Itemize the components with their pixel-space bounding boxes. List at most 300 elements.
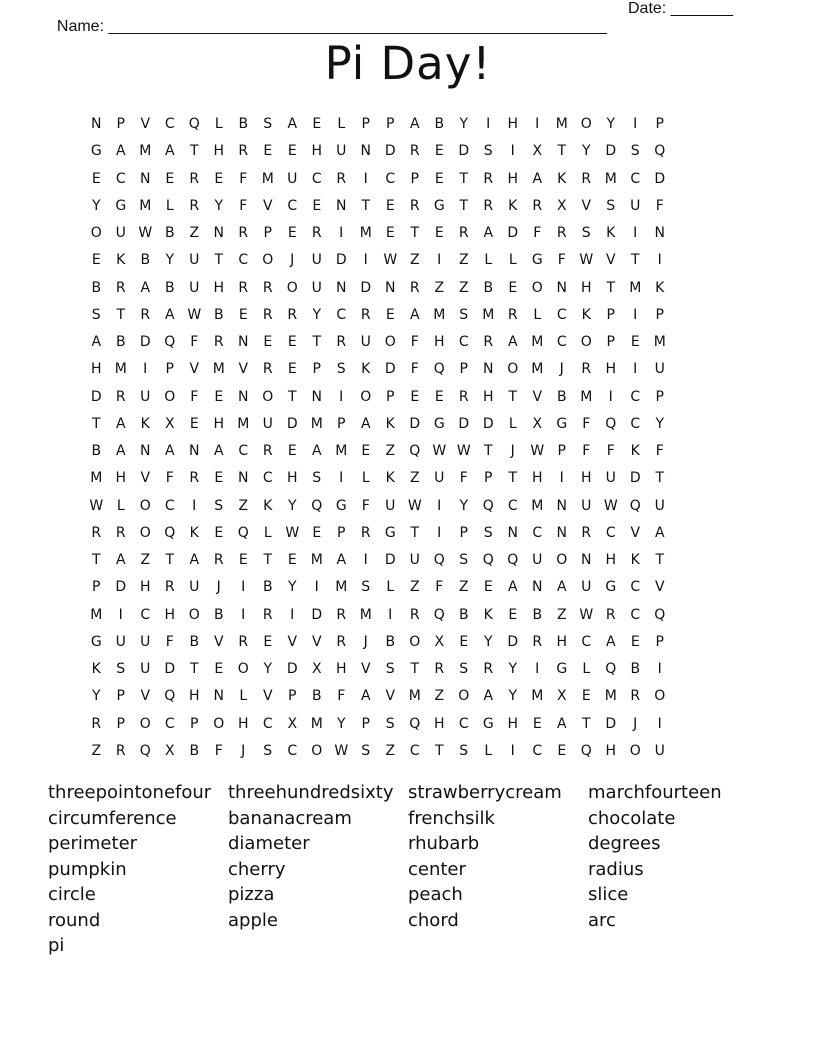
grid-letter: F — [214, 742, 223, 759]
grid-letter: U — [581, 579, 592, 596]
grid-letter: X — [532, 415, 543, 432]
word-list-item: threepointonefour — [48, 782, 212, 803]
grid-letter: C — [140, 606, 151, 623]
grid-letter: V — [311, 633, 322, 650]
grid-letter: R — [507, 306, 518, 323]
grid-letter: X — [556, 688, 567, 705]
grid-letter: R — [532, 633, 543, 650]
grid-letter: P — [165, 361, 174, 378]
grid-letter: U — [189, 579, 200, 596]
grid-letter: V — [140, 116, 151, 132]
grid-letter: K — [361, 361, 371, 378]
grid-letter: U — [385, 497, 396, 514]
grid-letter: E — [287, 361, 297, 378]
word-list-item: radius — [588, 858, 644, 880]
grid-letter: R — [336, 606, 347, 623]
grid-letter: I — [486, 116, 491, 132]
grid-letter: R — [409, 606, 420, 623]
grid-letter: M — [237, 415, 250, 432]
grid-letter: P — [655, 388, 664, 405]
grid-letter: P — [606, 306, 615, 323]
grid-letter: S — [263, 116, 273, 132]
grid-row — [84, 574, 672, 601]
grid-letter: U — [532, 552, 543, 568]
grid-letter: N — [91, 116, 102, 132]
word-list-item: bananacream — [228, 807, 352, 829]
grid-letter: U — [605, 470, 616, 487]
grid-letter: A — [605, 633, 616, 650]
grid-letter: P — [655, 116, 664, 132]
word-list-item: pi — [48, 935, 65, 956]
grid-letter: V — [140, 470, 151, 487]
grid-letter: S — [459, 661, 469, 677]
grid-letter: P — [190, 715, 199, 732]
grid-letter: O — [188, 606, 200, 623]
grid-letter: O — [90, 225, 102, 241]
grid-letter: B — [213, 306, 224, 323]
grid-letter: U — [311, 279, 322, 296]
grid-letter: R — [483, 197, 494, 214]
grid-letter: F — [435, 579, 444, 596]
grid-letter: P — [459, 524, 468, 541]
grid-letter: C — [630, 606, 641, 623]
grid-letter: A — [287, 116, 298, 132]
grid-letter: I — [437, 497, 442, 514]
grid-letter: L — [165, 197, 174, 214]
grid-letter: T — [581, 715, 591, 732]
word-list-item: perimeter — [48, 833, 138, 854]
grid-letter: C — [336, 306, 347, 323]
grid-letter: P — [386, 116, 395, 132]
grid-letter: E — [312, 524, 322, 541]
grid-letter: P — [116, 688, 125, 705]
grid-letter: C — [630, 388, 641, 405]
grid-letter: Z — [140, 552, 151, 568]
grid-letter: P — [288, 688, 297, 705]
grid-letter: I — [633, 306, 638, 323]
grid-letter: V — [630, 524, 641, 541]
name-field-label: Name: ________________________________________________________ — [56, 18, 607, 35]
grid-letter: R — [91, 715, 102, 732]
grid-letter: A — [140, 279, 151, 296]
grid-letter: D — [164, 661, 176, 677]
grid-row — [84, 138, 672, 165]
grid-letter: T — [655, 552, 665, 568]
word-list-item: apple — [228, 909, 278, 931]
grid-letter: R — [336, 170, 347, 187]
grid-letter: M — [531, 334, 544, 350]
grid-letter: U — [140, 661, 151, 677]
grid-letter: I — [633, 116, 638, 132]
grid-letter: K — [116, 252, 126, 269]
grid-letter: Y — [581, 143, 591, 160]
grid-letter: E — [630, 633, 640, 650]
grid-letter: P — [361, 116, 370, 132]
grid-letter: M — [139, 143, 152, 160]
grid-letter: A — [532, 170, 543, 187]
grid-letter: M — [531, 361, 544, 378]
grid-letter: U — [654, 361, 665, 378]
grid-letter: F — [165, 633, 174, 650]
grid-letter: L — [484, 252, 493, 269]
grid-letter: M — [580, 388, 593, 405]
grid-letter: Q — [409, 443, 421, 459]
grid-row — [84, 275, 672, 302]
grid-letter: Y — [459, 116, 469, 132]
grid-letter: Q — [237, 524, 249, 541]
grid-letter: A — [164, 306, 175, 323]
grid-letter: M — [359, 606, 372, 623]
grid-letter: J — [510, 443, 515, 459]
grid-letter: B — [164, 279, 175, 296]
grid-letter: D — [482, 415, 494, 432]
grid-letter: F — [655, 443, 664, 459]
grid-letter: A — [311, 443, 322, 459]
grid-letter: R — [483, 170, 494, 187]
grid-letter: S — [459, 552, 469, 568]
grid-row — [84, 493, 672, 520]
grid-letter: K — [385, 415, 395, 432]
grid-letter: L — [239, 688, 248, 705]
grid-letter: B — [213, 606, 224, 623]
grid-letter: H — [164, 606, 176, 623]
grid-letter: Z — [385, 443, 396, 459]
grid-letter: Q — [188, 116, 200, 132]
grid-letter: R — [213, 552, 224, 568]
grid-letter: I — [363, 252, 368, 269]
grid-letter: T — [459, 197, 469, 214]
grid-letter: A — [654, 524, 665, 541]
grid-letter: M — [310, 415, 323, 432]
grid-letter: N — [556, 524, 567, 541]
grid-letter: H — [335, 661, 347, 677]
grid-letter: E — [434, 170, 444, 187]
word-list-item: rhubarb — [408, 833, 480, 854]
grid-letter: L — [386, 579, 395, 596]
grid-row — [84, 302, 672, 329]
grid-letter: W — [187, 306, 202, 323]
grid-letter: B — [189, 633, 200, 650]
grid-letter: C — [262, 715, 273, 732]
grid-letter: I — [339, 225, 344, 241]
grid-letter: P — [337, 415, 346, 432]
grid-letter: E — [214, 661, 224, 677]
grid-letter: E — [287, 225, 297, 241]
grid-letter: L — [484, 742, 493, 759]
grid-letter: H — [605, 361, 617, 378]
grid-letter: I — [241, 606, 246, 623]
grid-letter: G — [115, 197, 127, 214]
grid-letter: Y — [508, 661, 518, 677]
grid-letter: Y — [312, 306, 322, 323]
grid-letter: F — [361, 497, 370, 514]
grid-letter: T — [410, 661, 420, 677]
grid-row — [84, 111, 672, 138]
grid-letter: F — [410, 334, 419, 350]
grid-letter: E — [434, 388, 444, 405]
grid-letter: K — [483, 606, 493, 623]
grid-letter: U — [654, 497, 665, 514]
grid-letter: R — [434, 661, 445, 677]
grid-letter: I — [657, 661, 662, 677]
grid-letter: F — [239, 170, 248, 187]
grid-letter: L — [361, 470, 370, 487]
grid-letter: O — [311, 742, 323, 759]
grid-letter: E — [532, 715, 542, 732]
grid-letter: C — [556, 334, 567, 350]
grid-letter: D — [409, 415, 421, 432]
grid-letter: G — [335, 497, 347, 514]
grid-letter: R — [115, 524, 126, 541]
grid-letter: R — [605, 606, 616, 623]
grid-letter: M — [408, 688, 421, 705]
grid-letter: W — [603, 497, 618, 514]
grid-letter: N — [238, 334, 249, 350]
grid-letter: H — [139, 579, 151, 596]
grid-letter: S — [336, 361, 346, 378]
grid-letter: E — [557, 742, 567, 759]
grid-letter: L — [582, 661, 591, 677]
grid-letter: C — [385, 170, 396, 187]
grid-letter: H — [213, 415, 225, 432]
grid-letter: H — [605, 552, 617, 568]
grid-letter: C — [262, 470, 273, 487]
grid-letter: R — [360, 306, 371, 323]
grid-letter: V — [532, 388, 543, 405]
grid-letter: R — [532, 197, 543, 214]
grid-letter: H — [580, 470, 592, 487]
grid-letter: D — [629, 470, 641, 487]
grid-letter: Y — [287, 497, 297, 514]
grid-letter: F — [606, 443, 615, 459]
grid-letter: T — [116, 306, 126, 323]
grid-letter: I — [143, 361, 148, 378]
grid-letter: P — [116, 116, 125, 132]
word-list-item: round — [48, 909, 101, 931]
grid-letter: R — [458, 388, 469, 405]
grid-row — [84, 166, 672, 193]
grid-letter: N — [213, 688, 224, 705]
grid-letter: W — [579, 252, 594, 269]
grid-letter: G — [482, 715, 494, 732]
grid-letter: A — [115, 415, 126, 432]
grid-letter: B — [630, 661, 641, 677]
grid-letter: F — [459, 470, 468, 487]
grid-letter: F — [655, 197, 664, 214]
grid-letter: B — [556, 388, 567, 405]
grid-letter: A — [164, 143, 175, 160]
grid-letter: Z — [458, 252, 469, 269]
grid-letter: X — [287, 715, 298, 732]
grid-letter: R — [238, 633, 249, 650]
grid-letter: A — [507, 334, 518, 350]
grid-letter: E — [483, 579, 493, 596]
grid-letter: A — [483, 688, 494, 705]
grid-letter: B — [91, 443, 102, 459]
grid-letter: W — [334, 742, 349, 759]
grid-letter: W — [579, 606, 594, 623]
grid-letter: D — [384, 552, 396, 568]
grid-letter: R — [189, 170, 200, 187]
grid-letter: U — [434, 470, 445, 487]
grid-letter: Z — [458, 279, 469, 296]
grid-letter: H — [90, 361, 102, 378]
grid-letter: C — [556, 306, 567, 323]
grid-letter: C — [164, 497, 175, 514]
grid-letter: A — [213, 443, 224, 459]
word-list-item: chord — [408, 909, 459, 931]
grid-letter: S — [91, 306, 101, 323]
grid-letter: O — [139, 524, 151, 541]
grid-row — [84, 629, 672, 656]
grid-letter: A — [507, 579, 518, 596]
grid-letter: G — [384, 524, 396, 541]
grid-letter: B — [434, 116, 445, 132]
grid-letter: E — [263, 633, 273, 650]
word-list-item: diameter — [228, 833, 310, 854]
grid-letter: R — [238, 143, 249, 160]
grid-letter: Y — [655, 415, 665, 432]
grid-letter: H — [482, 388, 494, 405]
grid-letter: M — [653, 334, 666, 350]
grid-letter: R — [115, 742, 126, 759]
grid-letter: C — [532, 742, 543, 759]
grid-letter: O — [237, 661, 249, 677]
grid-letter: H — [605, 742, 617, 759]
grid-letter: Q — [164, 524, 176, 541]
grid-letter: S — [483, 143, 493, 160]
grid-letter: F — [410, 361, 419, 378]
grid-letter: B — [311, 688, 322, 705]
grid-letter: S — [361, 579, 371, 596]
grid-letter: P — [606, 334, 615, 350]
grid-letter: H — [115, 470, 127, 487]
grid-letter: R — [262, 443, 273, 459]
grid-letter: R — [262, 606, 273, 623]
grid-letter: Q — [164, 688, 176, 705]
grid-letter: P — [116, 715, 125, 732]
word-list-item: threehundredsixty — [228, 782, 394, 803]
grid-letter: O — [580, 116, 592, 132]
grid-letter: B — [385, 633, 396, 650]
grid-letter: D — [311, 606, 323, 623]
grid-letter: T — [508, 388, 518, 405]
grid-letter: E — [434, 225, 444, 241]
grid-row — [84, 465, 672, 492]
grid-letter: B — [189, 742, 200, 759]
grid-letter: M — [531, 688, 544, 705]
grid-letter: R — [581, 361, 592, 378]
grid-letter: P — [484, 470, 493, 487]
grid-letter: V — [140, 688, 151, 705]
grid-letter: I — [290, 606, 295, 623]
grid-letter: U — [189, 279, 200, 296]
grid-row — [84, 683, 672, 710]
grid-letter: R — [581, 170, 592, 187]
word-search-grid — [84, 111, 672, 765]
word-list-item: pizza — [228, 884, 275, 905]
grid-letter: D — [605, 715, 617, 732]
grid-letter: I — [339, 388, 344, 405]
grid-letter: Q — [482, 497, 494, 514]
grid-letter: W — [89, 497, 104, 514]
word-column — [588, 780, 722, 933]
grid-letter: T — [165, 552, 175, 568]
grid-letter: P — [92, 579, 101, 596]
grid-letter: M — [335, 443, 348, 459]
grid-letter: F — [337, 688, 346, 705]
grid-row — [84, 411, 672, 438]
grid-row — [84, 247, 672, 274]
grid-letter: G — [433, 415, 445, 432]
grid-letter: S — [630, 143, 640, 160]
grid-letter: T — [606, 279, 616, 296]
grid-letter: U — [189, 252, 200, 269]
grid-letter: I — [657, 715, 662, 732]
word-column — [48, 780, 211, 959]
grid-letter: X — [164, 415, 175, 432]
grid-letter: U — [654, 742, 665, 759]
grid-letter: W — [407, 497, 422, 514]
grid-letter: H — [507, 715, 519, 732]
grid-letter: M — [212, 361, 225, 378]
grid-letter: Z — [189, 225, 200, 241]
grid-row — [84, 356, 672, 383]
grid-letter: T — [214, 252, 224, 269]
grid-letter: C — [238, 443, 249, 459]
grid-letter: T — [287, 388, 297, 405]
grid-letter: H — [311, 143, 323, 160]
grid-letter: Q — [311, 497, 323, 514]
grid-row — [84, 547, 672, 574]
grid-letter: B — [458, 606, 469, 623]
grid-letter: T — [434, 742, 444, 759]
grid-letter: N — [189, 443, 200, 459]
grid-letter: N — [140, 170, 151, 187]
grid-letter: D — [384, 143, 396, 160]
grid-letter: N — [385, 279, 396, 296]
grid-letter: K — [655, 279, 665, 296]
grid-letter: Y — [508, 688, 518, 705]
grid-letter: E — [410, 388, 420, 405]
grid-letter: N — [507, 524, 518, 541]
grid-letter: R — [336, 334, 347, 350]
word-column — [408, 780, 562, 933]
grid-letter: M — [482, 306, 495, 323]
grid-letter: N — [311, 388, 322, 405]
grid-letter: N — [238, 470, 249, 487]
grid-letter: C — [164, 116, 175, 132]
grid-letter: U — [581, 497, 592, 514]
word-list-item: slice — [588, 884, 629, 905]
grid-letter: M — [114, 361, 127, 378]
grid-letter: R — [189, 470, 200, 487]
grid-letter: T — [483, 443, 493, 459]
grid-letter: F — [165, 470, 174, 487]
grid-letter: Q — [629, 497, 641, 514]
grid-letter: H — [188, 688, 200, 705]
grid-letter: D — [605, 143, 617, 160]
grid-letter: E — [238, 306, 248, 323]
grid-letter: W — [530, 443, 545, 459]
grid-letter: S — [483, 524, 493, 541]
grid-letter: C — [507, 497, 518, 514]
grid-letter: A — [409, 306, 420, 323]
grid-letter: B — [140, 252, 151, 269]
grid-letter: K — [385, 470, 395, 487]
grid-letter: Z — [434, 279, 445, 296]
grid-letter: I — [388, 606, 393, 623]
